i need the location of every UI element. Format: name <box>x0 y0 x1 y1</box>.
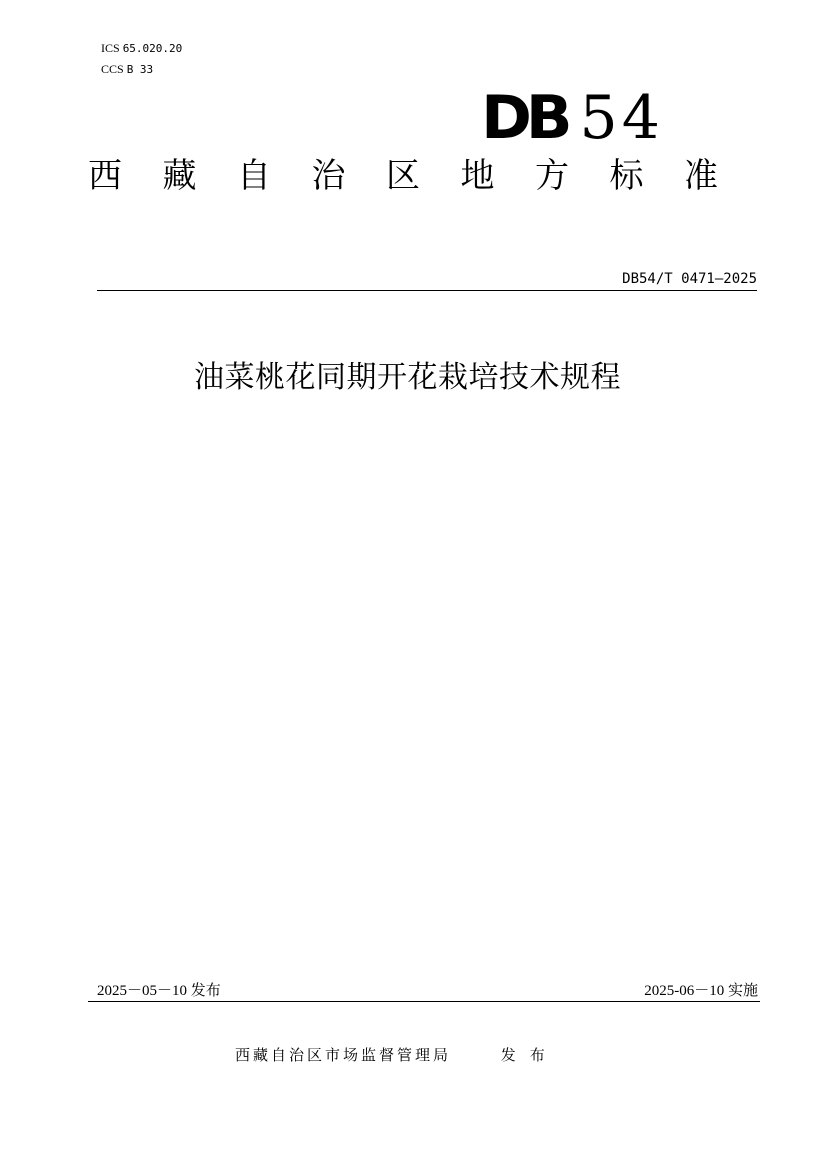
standard-type-heading <box>88 154 718 198</box>
standard-type-char: 治 <box>311 156 346 196</box>
issue-date-block <box>97 980 221 1001</box>
standard-number: DB54/T 0471—2025 <box>622 271 757 287</box>
standard-type-char: 准 <box>684 156 718 196</box>
implement-date-block <box>644 980 758 1001</box>
classification-codes <box>101 38 182 80</box>
publisher-line <box>235 1044 559 1066</box>
ccs-value: B 33 <box>126 63 154 76</box>
issue-label: 发布 <box>190 981 221 999</box>
ics-line <box>101 38 182 59</box>
logo-prefix: DB <box>481 83 567 153</box>
ics-value: 65.020.20 <box>122 42 183 55</box>
document-title: 油菜桃花同期开花栽培技术规程 <box>194 360 621 395</box>
ccs-label: CCS <box>101 62 124 76</box>
publisher-name: 西藏自治区市场监督管理局 <box>235 1046 452 1064</box>
standard-type-char: 西 <box>88 156 122 196</box>
logo-number: 54 <box>579 83 664 153</box>
implement-date: 2025-06－10 <box>644 983 725 999</box>
standard-type-char: 地 <box>460 156 495 196</box>
ics-label: ICS <box>101 41 120 55</box>
standard-type-char: 标 <box>609 156 644 196</box>
db-logo <box>481 83 664 153</box>
bottom-divider <box>88 1001 760 1002</box>
standard-type-char: 区 <box>386 156 420 196</box>
issue-date: 2025－05－10 <box>97 983 188 999</box>
implement-label: 实施 <box>727 981 758 999</box>
standard-type-char: 藏 <box>162 156 197 196</box>
standard-type-char: 方 <box>535 156 569 196</box>
ccs-line <box>101 59 182 80</box>
top-divider <box>97 290 757 291</box>
standard-type-char: 自 <box>237 156 271 196</box>
publisher-action: 发布 <box>500 1046 559 1064</box>
